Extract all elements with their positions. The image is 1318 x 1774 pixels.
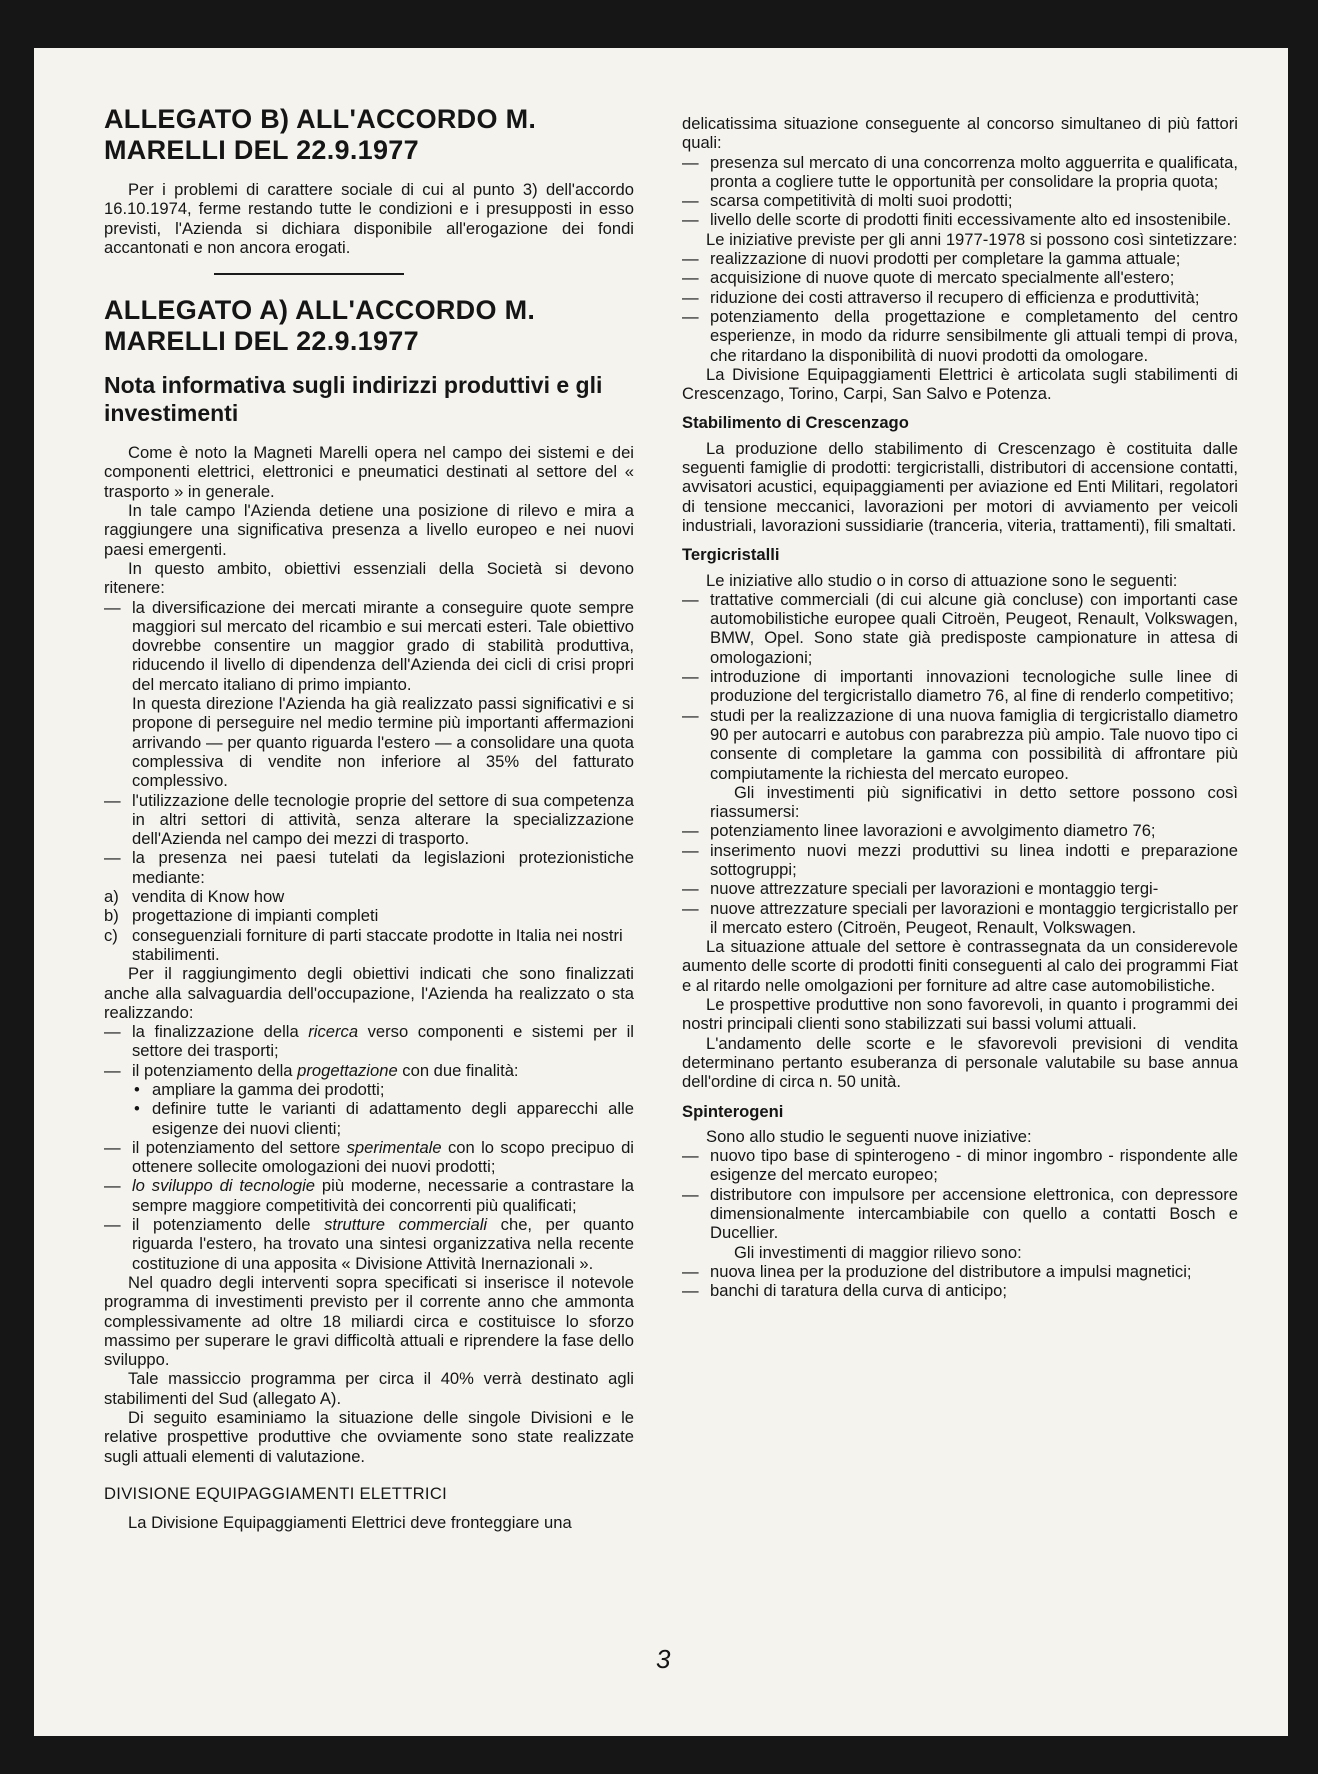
dash-item: — livello delle scorte di prodotti finiti eccessivamente alto ed insostenibile. — [682, 210, 1238, 229]
bullet-item: • definire tutte le varianti di adattamento degli apparecchi alle esigenze dei nuovi clienti; — [104, 1099, 634, 1138]
dash-item — [104, 1215, 634, 1273]
paragraph: Gli investimenti di maggior rilievo sono: — [734, 1242, 1022, 1262]
section-heading-spinterogeni: Spinterogeni — [682, 1101, 784, 1121]
divider — [214, 273, 404, 275]
dash-item: — nuova linea per la produzione del distributore a impulsi magnetici; — [682, 1262, 1238, 1281]
paragraph: Tale massiccio programma per circa il 40% verrà destinato agli stabilimenti del Sud (allegato A). — [104, 1369, 634, 1408]
paragraph: L'andamento delle scorte e le sfavorevoli previsioni di vendita determinano pertanto esuberanza di personale valutabile su base annua dell'ordine di circa n. 50 unità. — [682, 1033, 1238, 1092]
dash-item — [104, 1176, 634, 1215]
text: il potenziamento delle — [132, 1215, 325, 1235]
paragraph: La produzione dello stabilimento di Crescenzago è costituita dalle seguenti famiglie di prodotti: tergicristalli, distributori di accensione contatti, avvisatori acustici, equipaggiamenti per aviazione ed Enti Militari, regolatori di tensione meccanici, lavorazioni per motori di avviamento per veicoli industriali, lavorazioni sussidiarie (tranceria, viteria, trattamenti), fili smaltati. — [682, 438, 1238, 535]
dash-item: — trattative commerciali (di cui alcune già concluse) con importanti case automobilistiche europee quali Citroën, Peugeot, Renault, Volkswagen, BMW, Opel. Sono state già predisposte campionature in attesa di omologazioni; — [682, 590, 1238, 667]
page-number: 3 — [656, 1644, 671, 1674]
lettered-item — [104, 926, 634, 965]
nota-title: Nota informativa sugli indirizzi produttivi e gli investimenti — [104, 372, 603, 427]
dash-item — [104, 1061, 634, 1080]
paragraph: Per il raggiungimento degli obiettivi indicati che sono finalizzati anche alla salvaguardia dell'occupazione, l'Azienda ha realizzato o sta realizzando: — [104, 964, 634, 1022]
emphasis: ricerca — [308, 1022, 359, 1042]
dash-item — [104, 1022, 634, 1061]
text: con lo scopo precipuo di ottenere sollecite omologazioni dei nuovi prodotti; — [132, 1137, 634, 1177]
dash-item-continuation: In questa direzione l'Azienda ha già realizzato passi significativi e si propone di perseguire nel medio termine più importanti affermazioni arrivando — per quanto riguarda l'estero — a consolidare una quota complessiva di vendite non inferiore al 35% del fatturato complessivo. — [132, 694, 634, 791]
text: che, per quanto riguarda l'estero, ha trovato una sintesi organizzativa nella recente costituzione di una apposita « Divisione Attività Inernazionali ». — [132, 1215, 634, 1273]
paragraph: In tale campo l'Azienda detiene una posizione di rilevo e mira a raggiungere una significativa presenza a livello europeo e nei nuovi paesi emergenti. — [104, 501, 634, 559]
paragraph: La situazione attuale del settore è contrassegnata da un considerevole aumento delle scorte di prodotti finiti conseguenti al calo dei programmi Fiat e al ritardo nelle omolgazioni per forniture ad altre case automobilistiche. — [682, 937, 1238, 995]
lettered-item — [104, 887, 634, 906]
division-heading: DIVISIONE EQUIPAGGIAMENTI ELETTRICI — [104, 1483, 448, 1503]
text: con due finalità: — [397, 1060, 519, 1080]
allegato-a-title: ALLEGATO A) ALL'ACCORDO M. MARELLI DEL 22.9.1977 — [104, 295, 536, 357]
dash-item: — l'utilizzazione delle tecnologie proprie del settore di sua competenza in altri settori di attività, senza alterare la specializzazione dell'Azienda nel campo dei mezzi di trasporto. — [104, 791, 634, 849]
dash-item: — acquisizione di nuove quote di mercato specialmente all'estero; — [682, 268, 1238, 287]
dash-item: — nuove attrezzature speciali per lavorazioni e montaggio tergicristallo per il mercato estero (Citroën, Peugeot, Renault, Volkswagen. — [682, 899, 1238, 938]
lettered-item — [104, 906, 634, 925]
dash-item: — nuove attrezzature speciali per lavorazioni e montaggio tergi- — [682, 879, 1238, 898]
paragraph: Le iniziative allo studio o in corso di attuazione sono le seguenti: — [706, 570, 1178, 590]
dash-item: — introduzione di importanti innovazioni tecnologiche sulle linee di produzione del tergicristallo diametro 76, al fine di renderlo competitivo; — [682, 667, 1238, 706]
allegato-b-text: Per i problemi di carattere sociale di cui al punto 3) dell'accordo 16.10.1974, ferme restando tutte le condizioni e i presupposti in esso previsti, l'Azienda si dichiara disponibile all'erogazione dei fondi accantonati e non ancora erogati. — [104, 180, 634, 257]
paragraph: Di seguito esaminiamo la situazione delle singole Divisioni e le relative prospettive produttive che ovviamente sono state realizzate sugli attuali elementi di valutazione. — [104, 1408, 634, 1466]
dash-item: — distributore con impulsore per accensione elettronica, con depressore dimensionalmente intercambiabile con quello a contatti Bosch e Ducellier. — [682, 1185, 1238, 1243]
dash-item: — realizzazione di nuovi prodotti per completare la gamma attuale; — [682, 249, 1238, 268]
emphasis: sperimentale — [346, 1137, 442, 1157]
item-text: progettazione di impianti completi — [132, 906, 379, 926]
paragraph: Gli investimenti più significativi in detto settore possono così riassumersi: — [710, 782, 1238, 822]
paragraph: Le prospettive produttive non sono favorevoli, in quanto i programmi dei nostri principali clienti sono stabilizzati sui bassi volumi attuali. — [682, 995, 1238, 1034]
item-text: vendita di Know how — [132, 887, 285, 907]
bullet-item: • ampliare la gamma dei prodotti; — [104, 1080, 634, 1099]
dash-item: — potenziamento linee lavorazioni e avvolgimento diametro 76; — [682, 821, 1238, 840]
paragraph: Nel quadro degli interventi sopra specificati si inserisce il notevole programma di investimenti previsto per il corrente anno che ammonta complessivamente ad oltre 18 miliardi circa e costituisce lo sforzo massimo per superare le gravi difficoltà attuali e riprendere la fase dello sviluppo. — [104, 1272, 634, 1370]
paragraph: Sono allo studio le seguenti nuove iniziative: — [706, 1126, 1032, 1146]
left-column — [104, 104, 634, 1533]
text: il potenziamento del settore — [132, 1137, 347, 1157]
document-page — [34, 48, 1288, 1736]
emphasis: strutture commerciali — [324, 1215, 488, 1235]
dash-item: — scarsa competitività di molti suoi prodotti; — [682, 191, 1238, 210]
item-letter: c) — [104, 925, 118, 945]
text: il potenziamento della — [132, 1060, 298, 1080]
text: verso componenti e sistemi per il settore dei trasporti; — [132, 1022, 634, 1061]
section-heading-tergicristalli: Tergicristalli — [682, 545, 780, 565]
dash-item: — studi per la realizzazione di una nuova famiglia di tergicristallo diametro 90 per autocarri e autobus con parabrezza più ampio. Tale nuovo tipo ci consente di completare la gamma con possibilità di affrontare più compiutamente la richiesta del mercato europeo. — [682, 706, 1238, 783]
paragraph: Come è noto la Magneti Marelli opera nel campo dei sistemi e dei componenti elettrici, elettronici e pneumatici destinati al settore del « trasporto » in generale. — [104, 443, 634, 501]
emphasis: lo sviluppo di tecnologie — [132, 1176, 316, 1196]
dash-item: — nuovo tipo base di spinterogeno - di minor ingombro - rispondente alle esigenze del mercato europeo; — [682, 1146, 1238, 1185]
paragraph: La Divisione Equipaggiamenti Elettrici deve fronteggiare una — [128, 1513, 572, 1533]
dash-item: — la presenza nei paesi tutelati da legislazioni protezionistiche mediante: — [104, 848, 634, 887]
dash-item: — riduzione dei costi attraverso il recupero di efficienza e produttività; — [682, 288, 1238, 307]
text: la finalizzazione della — [132, 1022, 309, 1042]
paragraph: La Divisione Equipaggiamenti Elettrici è articolata sugli stabilimenti di Crescenzago, Torino, Carpi, San Salvo e Potenza. — [682, 364, 1238, 404]
text: più moderne, necessarie a contrastare la sempre maggiore competitività dei concorrenti più qualificati; — [132, 1176, 634, 1215]
emphasis: progettazione — [297, 1060, 398, 1080]
item-letter: b) — [104, 906, 119, 926]
paragraph: delicatissima situazione conseguente al concorso simultaneo di più fattori quali: — [682, 114, 1238, 153]
paragraph: In questo ambito, obiettivi essenziali della Società si devono ritenere: — [104, 558, 634, 598]
dash-item: — banchi di taratura della curva di anticipo; — [682, 1281, 1238, 1300]
item-text: conseguenziali forniture di parti staccate prodotte in Italia nei nostri stabilimenti. — [132, 925, 623, 964]
allegato-b-title: ALLEGATO B) ALL'ACCORDO M. MARELLI DEL 22.9.1977 — [104, 104, 537, 165]
section-heading-crescenzago: Stabilimento di Crescenzago — [682, 413, 909, 433]
right-column — [682, 114, 1238, 1301]
dash-item: — potenziamento della progettazione e completamento del centro esperienze, in modo da ridurre sensibilmente gli attuali tempi di prova, che ritardano la disponibilità di nuovi prodotti da omologare. — [682, 307, 1238, 365]
paragraph: Le iniziative previste per gli anni 1977-1978 si possono così sintetizzare: — [706, 229, 1238, 249]
dash-item: — la diversificazione dei mercati mirante a conseguire quote sempre maggiori sul mercato del ricambio e sui mercati esteri. Tale obiettivo dovrebbe consentire un maggior grado di stabilità produttiva, riducendo il livello di dipendenza dell'Azienda dei cicli di crisi propri del mercato italiano di primo impianto. — [104, 598, 634, 694]
dash-item — [104, 1138, 634, 1177]
dash-item: — presenza sul mercato di una concorrenza molto agguerrita e qualificata, pronta a cogliere tutte le opportunità per consolidare la propria quota; — [682, 153, 1238, 192]
dash-item: — inserimento nuovi mezzi produttivi su linea indotti e preparazione sottogruppi; — [682, 841, 1238, 880]
item-letter: a) — [104, 887, 119, 907]
